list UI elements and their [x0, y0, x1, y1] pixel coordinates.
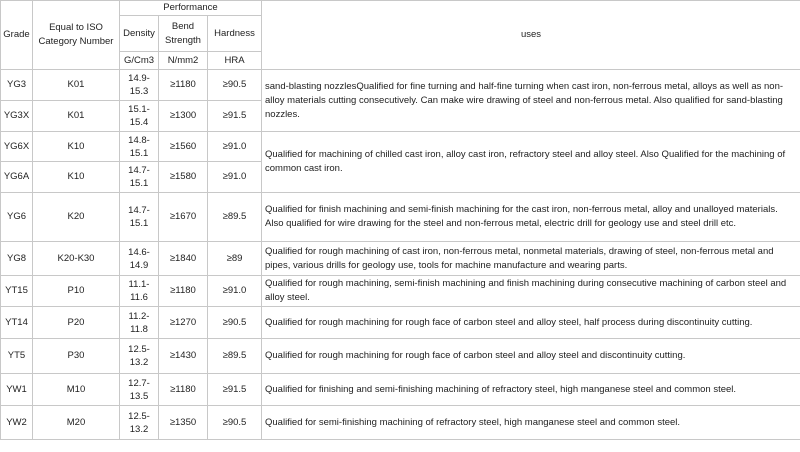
- bend-cell: ≥1180: [159, 276, 208, 307]
- uses-header: uses: [262, 1, 800, 70]
- uses-cell: Qualified for rough machining of cast iron, non-ferrous metal, nonmetal materials, drawing of steel, non-ferrous metal and pipes, various drills for geology use, tools for machine manufacture and wearing parts.: [262, 242, 800, 276]
- iso-cell: P20: [33, 307, 120, 339]
- bend-cell: ≥1270: [159, 307, 208, 339]
- density-cell: 11.2-11.8: [120, 307, 159, 339]
- hardness-cell: ≥89.5: [208, 339, 262, 374]
- uses-cell: Qualified for machining of chilled cast iron, alloy cast iron, refractory steel and alloy steel. Also Qualified for the machining of common cast iron.: [262, 132, 800, 193]
- bend-cell: ≥1430: [159, 339, 208, 374]
- grade-cell: YW2: [1, 406, 33, 440]
- table-row: [1, 406, 800, 440]
- density-cell: 11.1-11.6: [120, 276, 159, 307]
- uses-cell: Qualified for semi-finishing machining of refractory steel, high manganese steel and common steel.: [262, 406, 800, 440]
- iso-cell: M20: [33, 406, 120, 440]
- bend-cell: ≥1560: [159, 132, 208, 162]
- hardness-header: Hardness: [208, 16, 262, 52]
- density-cell: 12.5-13.2: [120, 406, 159, 440]
- grade-cell: YW1: [1, 374, 33, 406]
- performance-header: Performance: [120, 1, 262, 16]
- grade-cell: YG6: [1, 193, 33, 242]
- density-cell: 15.1-15.4: [120, 101, 159, 132]
- table-row: [1, 276, 800, 307]
- hardness-cell: ≥89.5: [208, 193, 262, 242]
- uses-cell: sand-blasting nozzlesQualified for fine turning and half-fine turning when cast iron, non-ferrous metal, alloys as well as non-alloy materials cutting consecutively. Can make wire drawing of steel and non-ferrous metal. Also qualified for sand-blasting nozzles.: [262, 70, 800, 132]
- hardness-cell: ≥91.0: [208, 132, 262, 162]
- iso-cell: P10: [33, 276, 120, 307]
- bend-cell: ≥1180: [159, 374, 208, 406]
- bend-cell: ≥1670: [159, 193, 208, 242]
- grade-cell: YG6A: [1, 162, 33, 193]
- density-cell: 14.8-15.1: [120, 132, 159, 162]
- iso-cell: K20: [33, 193, 120, 242]
- grade-cell: YT14: [1, 307, 33, 339]
- iso-cell: K10: [33, 132, 120, 162]
- bend-cell: ≥1840: [159, 242, 208, 276]
- bend-unit: N/mm2: [159, 52, 208, 70]
- grade-header: Grade: [1, 1, 33, 70]
- bend-cell: ≥1300: [159, 101, 208, 132]
- hardness-cell: ≥91.5: [208, 101, 262, 132]
- hardness-cell: ≥90.5: [208, 70, 262, 101]
- hardness-cell: ≥91.0: [208, 162, 262, 193]
- grade-cell: YT5: [1, 339, 33, 374]
- grade-cell: YG3X: [1, 101, 33, 132]
- grade-cell: YG3: [1, 70, 33, 101]
- grade-cell: YT15: [1, 276, 33, 307]
- density-cell: 12.7-13.5: [120, 374, 159, 406]
- hardness-cell: ≥90.5: [208, 406, 262, 440]
- density-header: Density: [120, 16, 159, 52]
- density-cell: 14.6-14.9: [120, 242, 159, 276]
- density-unit: G/Cm3: [120, 52, 159, 70]
- bend-strength-header: Bend Strength: [159, 16, 208, 52]
- hardness-cell: ≥89: [208, 242, 262, 276]
- uses-cell: Qualified for rough machining for rough face of carbon steel and alloy steel and discontinuity cutting.: [262, 339, 800, 374]
- table-row: [1, 242, 800, 276]
- iso-cell: K01: [33, 70, 120, 101]
- density-cell: 14.7-15.1: [120, 162, 159, 193]
- table-row: [1, 339, 800, 374]
- bend-cell: ≥1180: [159, 70, 208, 101]
- table-row: [1, 374, 800, 406]
- iso-cell: P30: [33, 339, 120, 374]
- uses-cell: Qualified for rough machining for rough face of carbon steel and alloy steel, half process during discontinuity cutting.: [262, 307, 800, 339]
- uses-cell: Qualified for rough machining, semi-finish machining and finish machining during consecutive machining of carbon steel and alloy steel.: [262, 276, 800, 307]
- iso-header: Equal to ISO Category Number: [33, 1, 120, 70]
- density-cell: 12.5-13.2: [120, 339, 159, 374]
- bend-cell: ≥1580: [159, 162, 208, 193]
- hardness-cell: ≥91.0: [208, 276, 262, 307]
- hardness-cell: ≥91.5: [208, 374, 262, 406]
- iso-cell: M10: [33, 374, 120, 406]
- grade-cell: YG8: [1, 242, 33, 276]
- uses-cell: Qualified for finishing and semi-finishing machining of refractory steel, high manganese steel and common steel.: [262, 374, 800, 406]
- table-row: [1, 193, 800, 242]
- iso-cell: K10: [33, 162, 120, 193]
- uses-cell: Qualified for finish machining and semi-finish machining for the cast iron, non-ferrous metal, alloy and unalloyed materials. Also qualified for wire drawing for the steel and non-ferrous metal, electric drill for geology use and steel drill etc.: [262, 193, 800, 242]
- table-row: [1, 307, 800, 339]
- table-row: [1, 132, 800, 162]
- density-cell: 14.9-15.3: [120, 70, 159, 101]
- hardness-cell: ≥90.5: [208, 307, 262, 339]
- grade-cell: YG6X: [1, 132, 33, 162]
- density-cell: 14.7-15.1: [120, 193, 159, 242]
- iso-cell: K01: [33, 101, 120, 132]
- table-row: [1, 70, 800, 101]
- hardness-unit: HRA: [208, 52, 262, 70]
- bend-cell: ≥1350: [159, 406, 208, 440]
- iso-cell: K20-K30: [33, 242, 120, 276]
